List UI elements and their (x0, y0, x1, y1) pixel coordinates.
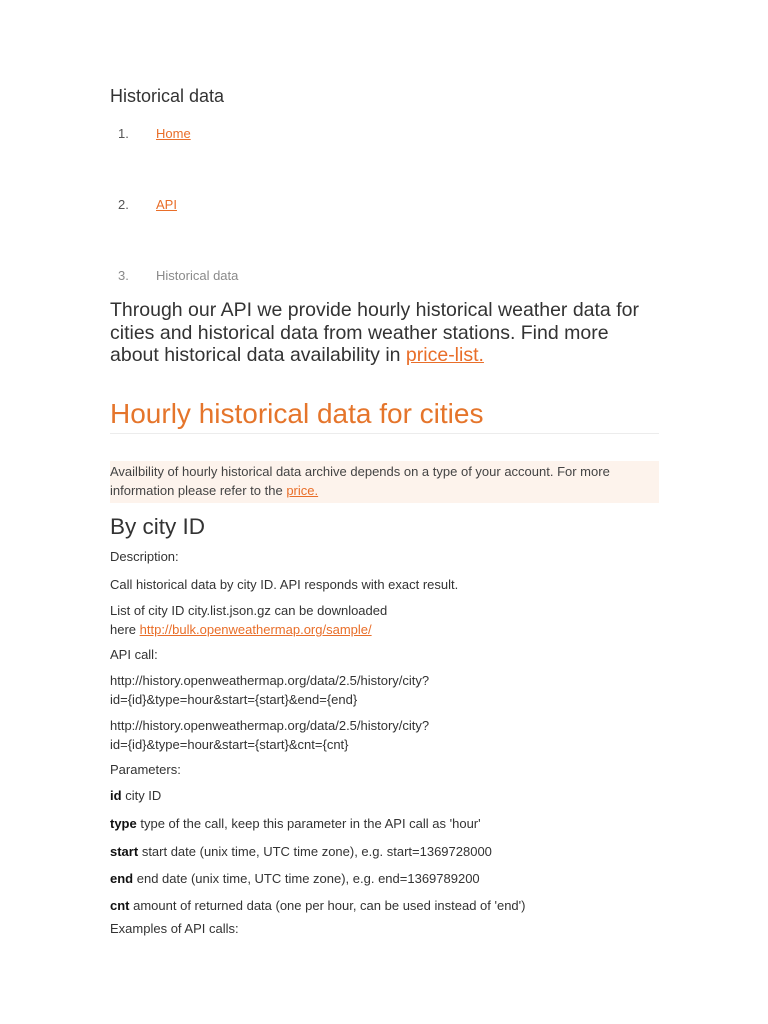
price-list-link[interactable]: price-list. (405, 344, 484, 366)
breadcrumb-number: 2. (118, 197, 129, 212)
breadcrumb-number: 1. (118, 126, 129, 141)
api-call-2-line2: id={id}&type=hour&start={start}&cnt={cnt} (110, 737, 349, 752)
param-name: type (110, 816, 137, 831)
param-desc: amount of returned data (one per hour, can be used instead of 'end') (133, 898, 526, 913)
param-cnt (110, 896, 525, 916)
breadcrumb-current-label: Historical data (156, 268, 239, 283)
section-title: Hourly historical data for cities (110, 398, 484, 429)
param-desc: city ID (125, 788, 162, 803)
description-text: Call historical data by city ID. API responds with exact result. (110, 577, 459, 592)
param-name: end (110, 871, 134, 886)
param-desc: start date (unix time, UTC time zone), e.g. start=1369728000 (141, 844, 492, 859)
api-call-label: API call: (110, 647, 158, 662)
breadcrumb-number: 3. (118, 268, 129, 283)
intro-paragraph (110, 299, 659, 367)
api-call-1-line2: id={id}&type=hour&start={start}&end={end} (110, 692, 358, 707)
price-link[interactable]: price. (286, 482, 319, 498)
param-name: id (110, 788, 122, 803)
api-call-2-line1: http://history.openweathermap.org/data/2.5/history/city? (110, 718, 430, 733)
intro-text: Through our API we provide hourly historical weather data for cities and historical data from weather stations. Find more about historical data availability in (110, 299, 639, 366)
section-divider (110, 433, 659, 434)
breadcrumb-link-home[interactable]: Home (156, 126, 191, 141)
city-list-prefix: here (110, 622, 140, 637)
param-type (110, 814, 481, 834)
subsection-title: By city ID (110, 514, 206, 539)
bulk-download-link[interactable]: http://bulk.openweathermap.org/sample/ (139, 622, 372, 637)
param-start (110, 842, 492, 862)
param-id (110, 786, 161, 806)
info-alert (110, 461, 659, 503)
param-name: start (110, 844, 139, 859)
examples-label: Examples of API calls: (110, 921, 239, 936)
description-label: Description: (110, 549, 179, 564)
parameters-label: Parameters: (110, 762, 181, 777)
breadcrumb-link-api[interactable]: API (156, 197, 177, 212)
page-title: Historical data (110, 86, 225, 106)
param-name: cnt (110, 898, 130, 913)
city-list-line2 (110, 620, 372, 640)
param-end (110, 869, 480, 889)
param-desc: end date (unix time, UTC time zone), e.g. end=1369789200 (136, 871, 480, 886)
api-call-1-line1: http://history.openweathermap.org/data/2.5/history/city? (110, 673, 430, 688)
alert-text: Availbility of hourly historical data archive depends on a type of your account. For more information please refer to the (110, 464, 610, 498)
param-desc: type of the call, keep this parameter in the API call as 'hour' (140, 816, 481, 831)
city-list-line1: List of city ID city.list.json.gz can be downloaded (110, 603, 388, 618)
